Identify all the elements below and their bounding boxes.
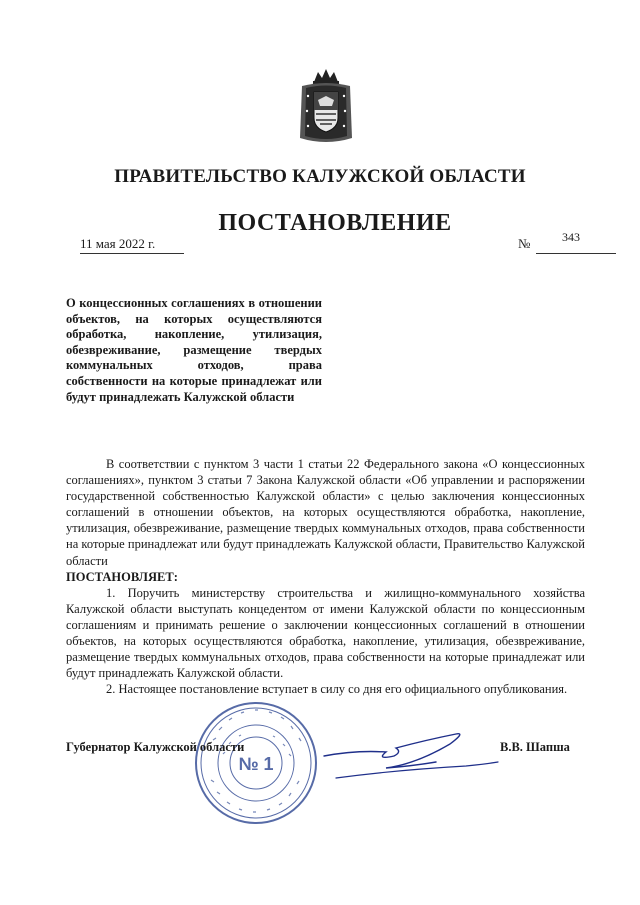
document-body: [66, 456, 585, 697]
kaluga-coat-of-arms-icon: [296, 66, 356, 148]
resolution-item-1: 1. Поручить министерству строительства и жилищно-коммунального хозяйства Калужской области выступать концедентом от имени Калужской области по концессионным соглашениям и принимать решение о заключении концессионных соглашений в отношении объектов, на которых осуществляются обработка, накопление, утилизация, обезвреживание, размещение твердых коммунальных отходов, права собственности на которые принадлежат или будут принадлежать Калужской области.: [66, 585, 585, 681]
resolves-heading: ПОСТАНОВЛЯЕТ:: [66, 569, 178, 584]
signer-title: Губернатор Калужской области: [66, 740, 245, 754]
resolution-item-2: 2. Настоящее постановление вступает в силу со дня его официального опубликования.: [106, 682, 568, 697]
document-type: ПОСТАНОВЛЕНИЕ: [218, 210, 452, 236]
handwritten-signature-icon: [316, 722, 506, 792]
number-label: №: [518, 236, 531, 251]
number-value: 343: [562, 230, 580, 244]
number-underline: [536, 253, 616, 254]
document-subject: О концессионных соглашениях в отношении объектов, на которых осуществляются обработка, накопление, утилизация, обезвреживание, размещение твердых коммунальных отходов, права собственности на которые принадлежат или будут принадлежать Калужской области: [66, 296, 322, 404]
government-title: ПРАВИТЕЛЬСТВО КАЛУЖСКОЙ ОБЛАСТИ: [114, 166, 526, 187]
seal-number: № 1: [238, 754, 274, 774]
signer-name: В.В. Шапша: [500, 740, 570, 754]
preamble-paragraph: В соответствии с пунктом 3 части 1 статьи 22 Федерального закона «О концессионных соглашениях», пунктом 3 статьи 7 Закона Калужской области «Об управлении и распоряжении государственной собственностью Калужской области» с целью заключения концессионных соглашений в отношении объектов, на которых осуществляются обработка, накопление, утилизация, обезвреживание, размещение твердых коммунальных отходов, права собственности на которые принадлежат или будут принадлежать Калужской области, Правительство Калужской области: [66, 457, 585, 568]
document-date: 11 мая 2022 г.: [80, 236, 184, 254]
official-seal-icon: [193, 700, 319, 826]
